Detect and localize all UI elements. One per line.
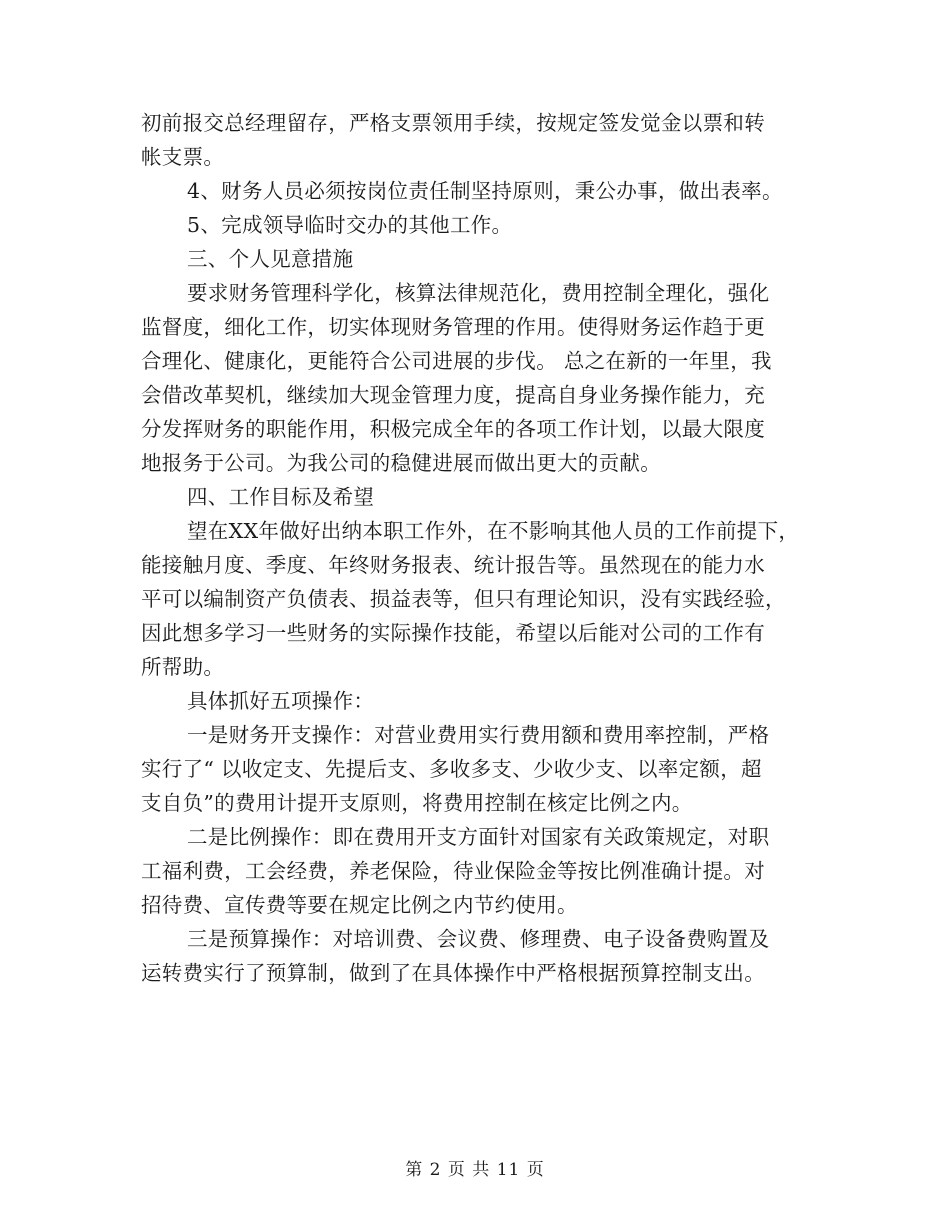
text-line: 能接触月度、季度、年终财务报表、统计报告等。虽然现在的能力水 — [141, 553, 765, 577]
text-line: 招待费、宣传费等要在规定比例之内节约使用。 — [141, 893, 578, 917]
text-line: 要求财务管理科学化，核算法律规范化，费用控制全理化，强化 — [187, 281, 770, 305]
text-line: 平可以编制资产负债表、损益表等，但只有理论知识，没有实践经验， — [141, 587, 786, 611]
text-line: 实行了“ 以收定支、先提后支、多收多支、少收少支、以率定额，超 — [141, 757, 762, 781]
text-line: 具体抓好五项操作： — [187, 689, 375, 713]
text-line: 因此想多学习一些财务的实际操作技能，希望以后能对公司的工作有 — [141, 621, 765, 645]
text-line: 支自负”的费用计提开支原则，将费用控制在核定比例之内。 — [141, 791, 693, 815]
document-body — [141, 106, 821, 990]
text-line: 工福利费，工会经费，养老保险，待业保险金等按比例准确计提。对 — [141, 859, 765, 883]
text-line: 监督度，细化工作，切实体现财务管理的作用。使得财务运作趋于更 — [141, 315, 765, 339]
text-line: 二是比例操作：即在费用开支方面针对国家有关政策规定，对职 — [187, 825, 770, 849]
text-line: 望在XX年做好出纳本职工作外，在不影响其他人员的工作前提下， — [187, 519, 800, 543]
text-line: 5、完成领导临时交办的其他工作。 — [187, 213, 513, 237]
text-line: 运转费实行了预算制，做到了在具体操作中严格根据预算控制支出。 — [141, 961, 765, 985]
page-footer: 第 2 页 共 11 页 — [405, 1160, 545, 1180]
text-line: 一是财务开支操作：对营业费用实行费用额和费用率控制，严格 — [187, 723, 770, 747]
text-line: 合理化、健康化，更能符合公司进展的步伐。 总之在新的一年里，我 — [141, 349, 772, 373]
text-line: 会借改革契机，继续加大现金管理力度，提高自身业务操作能力，充 — [141, 383, 765, 407]
text-line: 帐支票。 — [141, 145, 225, 169]
text-line: 三是预算操作：对培训费、会议费、修理费、电子设备费购置及 — [187, 927, 770, 951]
text-line: 四、工作目标及希望 — [187, 485, 375, 509]
text-line: 4、财务人员必须按岗位责任制坚持原则，秉公办事，做出表率。 — [187, 179, 783, 203]
text-line: 地报务于公司。为我公司的稳健进展而做出更大的贡献。 — [141, 451, 661, 475]
text-line: 初前报交总经理留存，严格支票领用手续，按规定签发觉金以票和转 — [141, 111, 765, 135]
text-line: 三、个人见意措施 — [187, 247, 354, 271]
text-line: 分发挥财务的职能作用，积极完成全年的各项工作计划，以最大限度 — [141, 417, 765, 441]
text-line: 所帮助。 — [141, 655, 225, 679]
